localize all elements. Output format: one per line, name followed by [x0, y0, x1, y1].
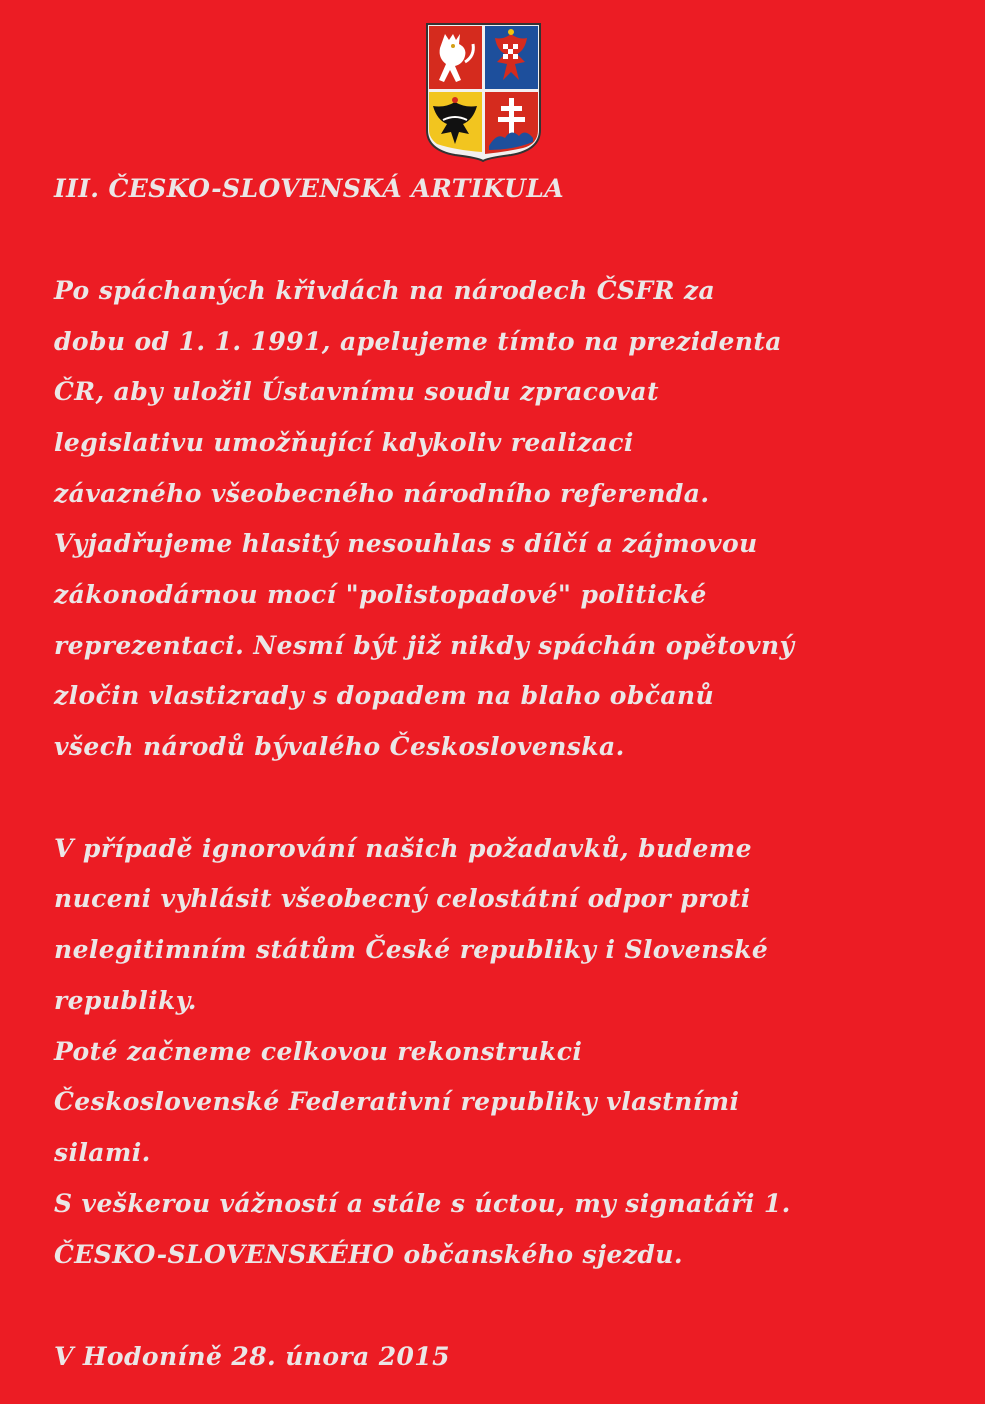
text-line: republiky.: [54, 986, 197, 1015]
coat-of-arms-icon: [425, 22, 542, 162]
text-line: závazného všeobecného národního referenda.: [54, 479, 710, 508]
text-line: Po spáchaných křivdách na národech ČSFR za: [54, 276, 716, 305]
text-line: ČR, aby uložil Ústavnímu soudu zpracovat: [54, 377, 659, 406]
text-line: legislativu umožňující kdykoliv realizaci: [54, 428, 634, 457]
text-line: S veškerou vážností a stále s úctou, my signatáři 1.: [54, 1189, 791, 1218]
text-line: zločin vlastizrady s dopadem na blaho občanů: [54, 681, 715, 710]
text-line: dobu od 1. 1. 1991, apelujeme tímto na prezidenta: [54, 327, 782, 356]
text-line: zákonodárnou mocí "polistopadové" politické: [54, 580, 707, 609]
text-line: silami.: [54, 1138, 151, 1167]
text-line: V případě ignorování našich požadavků, budeme: [54, 834, 752, 863]
signature-date: V Hodoníně 28. února 2015: [54, 1342, 450, 1371]
text-line: Poté začneme celkovou rekonstrukci: [54, 1037, 583, 1066]
text-line: nelegitimním státům České republiky i Slovenské: [54, 935, 769, 964]
text-line: všech národů bývalého Československa.: [54, 732, 625, 761]
text-line: nuceni vyhlásit všeobecný celostátní odpor proti: [54, 884, 751, 913]
text-line: Československé Federativní republiky vlastními: [54, 1087, 740, 1116]
text-line: Vyjadřujeme hlasitý nesouhlas s dílčí a zájmovou: [54, 529, 758, 558]
text-line: ČESKO-SLOVENSKÉHO občanského sjezdu.: [54, 1240, 683, 1269]
document-title: III. ČESKO-SLOVENSKÁ ARTIKULA: [54, 174, 565, 203]
text-line: reprezentaci. Nesmí být již nikdy spáchán opětovný: [54, 631, 795, 660]
